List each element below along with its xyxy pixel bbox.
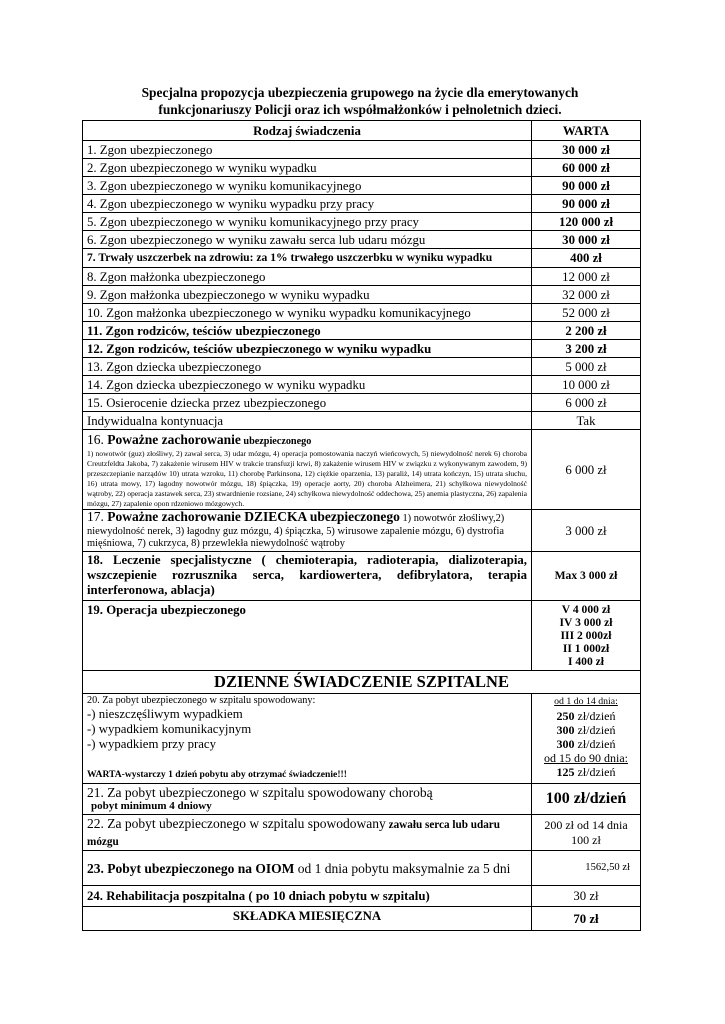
row16-lead: 16. xyxy=(87,432,108,447)
row20-item-traffic: -) wypadkiem komunikacyjnym xyxy=(87,722,252,736)
row-value: 10 000 zł xyxy=(532,376,641,394)
table-row xyxy=(83,358,641,376)
row23-value: 1562,50 zł xyxy=(532,851,641,886)
table-row-child-illness xyxy=(83,510,641,552)
row-label: 9. Zgon małżonka ubezpieczonego w wyniku wypadku xyxy=(83,286,532,304)
section-header-row xyxy=(83,671,641,694)
row-value: 5 000 zł xyxy=(532,358,641,376)
table-row-stroke-stay xyxy=(83,815,641,851)
table-row-surgery xyxy=(83,601,641,671)
row18-label: 18. Leczenie specjalistyczne ( chemioterapia, radioterapia, dializoterapia, wszczepienie rozrusznika serca, kardiowertera, defibrylatora, terapia interferonowa, ablacja) xyxy=(83,552,532,601)
row22-value-2: 100 zł xyxy=(571,832,601,847)
table-row xyxy=(83,141,641,159)
table-row-illness-stay xyxy=(83,784,641,815)
table-row-hospital-stay xyxy=(83,694,641,784)
document-title xyxy=(80,84,640,118)
row16-subject: ubezpieczonego xyxy=(240,436,312,447)
header-insurer: WARTA xyxy=(532,121,641,141)
icu-cell xyxy=(83,851,532,886)
row16-title: Poważne zachorowanie xyxy=(107,432,241,447)
row20-note: WARTA-wystarczy 1 dzień pobytu aby otrzymać świadczenie!!! xyxy=(87,769,347,780)
range-1-14: od 1 do 14 dnia: xyxy=(554,696,618,707)
table-row xyxy=(83,376,641,394)
table-row xyxy=(83,340,641,358)
row17-lead: 17. xyxy=(87,509,108,524)
surgery-level-iii: III 2 000zł xyxy=(560,629,612,642)
serious-illness-cell xyxy=(83,430,532,510)
row-value: 400 zł xyxy=(532,249,641,268)
rate-unit: zł/dzień xyxy=(574,709,616,723)
table-row-rehabilitation xyxy=(83,886,641,907)
row-value: 30 000 zł xyxy=(532,141,641,159)
hospital-stay-values xyxy=(532,694,641,784)
row20-item-work: -) wypadkiem przy pracy xyxy=(87,737,216,751)
rate-accident: 250 xyxy=(556,709,575,723)
row-label: 14. Zgon dziecka ubezpieczonego w wyniku wypadku xyxy=(83,376,532,394)
surgery-level-i: I 400 zł xyxy=(567,655,605,668)
table-row xyxy=(83,249,641,268)
range-15-90: od 15 do 90 dnia: xyxy=(544,751,628,765)
row24-value: 30 zł xyxy=(532,886,641,907)
row-value: 2 200 zł xyxy=(532,322,641,340)
table-row xyxy=(83,195,641,213)
rate-unit: zł/dzień xyxy=(574,737,616,751)
row-value: 12 000 zł xyxy=(532,268,641,286)
header-benefit-type: Rodzaj świadczenia xyxy=(83,121,532,141)
table-row xyxy=(83,412,641,430)
row23-rest: od 1 dnia pobytu maksymalnie za 5 dni xyxy=(294,860,511,876)
row22-label: 22. Za pobyt ubezpieczonego w szpitalu spowodowany xyxy=(87,816,386,831)
row18-value: Max 3 000 zł xyxy=(532,552,641,601)
row-label: Indywidualna kontynuacja xyxy=(83,412,532,430)
child-illness-cell xyxy=(83,510,532,552)
row24-label: 24. Rehabilitacja poszpitalna ( po 10 dniach pobytu w szpitalu) xyxy=(83,886,532,907)
row-value: 52 000 zł xyxy=(532,304,641,322)
row22-bold: zawału serca lub udaru mózgu xyxy=(87,819,500,848)
row21-sub: pobyt minimum 4 dniowy xyxy=(91,800,212,812)
rate-traffic: 300 xyxy=(556,723,575,737)
premium-label: SKŁADKA MIESIĘCZNA xyxy=(83,907,532,931)
row-label: 1. Zgon ubezpieczonego xyxy=(83,141,532,159)
row-value: 90 000 zł xyxy=(532,177,641,195)
row-label: 6. Zgon ubezpieczonego w wyniku zawału serca lub udaru mózgu xyxy=(83,231,532,249)
row-value: 3 200 zł xyxy=(532,340,641,358)
row-label: 10. Zgon małżonka ubezpieczonego w wyniku wypadku komunikacyjnego xyxy=(83,304,532,322)
table-row-premium xyxy=(83,907,641,931)
table-row xyxy=(83,286,641,304)
row-label: 2. Zgon ubezpieczonego w wyniku wypadku xyxy=(83,159,532,177)
rate-work: 300 xyxy=(556,737,575,751)
row-label: 12. Zgon rodziców, teściów ubezpieczonego w wyniku wypadku xyxy=(83,340,532,358)
table-row xyxy=(83,159,641,177)
row-value: 60 000 zł xyxy=(532,159,641,177)
table-row xyxy=(83,304,641,322)
hospital-stay-cell xyxy=(83,694,532,784)
row-value: 120 000 zł xyxy=(532,213,641,231)
row-label: 7. Trwały uszczerbek na zdrowiu: za 1% trwałego uszczerbku w wyniku wypadku xyxy=(83,249,532,268)
surgery-level-v: V 4 000 zł xyxy=(561,603,611,616)
row21-value: 100 zł/dzień xyxy=(532,784,641,815)
row17-description: 1) nowotwór złośliwy,2) niewydolność nerek, 3) łagodny guz mózgu, 4) śpiączka, 5) wirusowe zapalenie mózgu, 6) dystrofia mięśniowa, 7) cukrzyca, 8) przewlekła niewydolność wątroby xyxy=(87,513,505,549)
row-label: 15. Osierocenie dziecka przez ubezpieczonego xyxy=(83,394,532,412)
table-row xyxy=(83,268,641,286)
title-line-2: funkcjonariuszy Policji oraz ich współmałżonków i pełnoletnich dzieci. xyxy=(158,102,562,117)
row-label: 13. Zgon dziecka ubezpieczonego xyxy=(83,358,532,376)
row-label: 5. Zgon ubezpieczonego w wyniku komunikacyjnego przy pracy xyxy=(83,213,532,231)
row-label: 11. Zgon rodziców, teściów ubezpieczonego xyxy=(83,322,532,340)
benefits-table xyxy=(82,120,641,931)
surgery-level-iv: IV 3 000 zł xyxy=(559,616,613,629)
table-header xyxy=(83,121,641,141)
table-row xyxy=(83,213,641,231)
title-line-1: Specjalna propozycja ubezpieczenia grupowego na życie dla emerytowanych xyxy=(141,85,579,100)
rate-unit: zł/dzień xyxy=(574,765,616,779)
row-value: 30 000 zł xyxy=(532,231,641,249)
table-row xyxy=(83,394,641,412)
stroke-stay-cell xyxy=(83,815,532,851)
row16-value: 6 000 zł xyxy=(532,430,641,510)
rate-unit: zł/dzień xyxy=(574,723,616,737)
row-value: 6 000 zł xyxy=(532,394,641,412)
row17-value: 3 000 zł xyxy=(532,510,641,552)
row-value: Tak xyxy=(532,412,641,430)
surgery-levels xyxy=(532,601,641,671)
row-label: 8. Zgon małżonka ubezpieczonego xyxy=(83,268,532,286)
row19-label: 19. Operacja ubezpieczonego xyxy=(83,601,532,671)
section-title: DZIENNE ŚWIADCZENIE SZPITALNE xyxy=(83,671,641,694)
table-row xyxy=(83,231,641,249)
row20-item-accident: -) nieszczęśliwym wypadkiem xyxy=(87,707,243,721)
rate-extended: 125 xyxy=(556,765,575,779)
row22-value-1: 200 zł od 14 dnia xyxy=(544,817,628,832)
table-row-specialist-treatment xyxy=(83,552,641,601)
row17-title: Poważne zachorowanie DZIECKA ubezpieczonego xyxy=(107,509,400,524)
row16-description: 1) nowotwór (guz) złośliwy, 2) zawał serca, 3) udar mózgu, 4) operacja pomostowania naczyń wieńcowych, 5) niewydolność nerek 6) choroba Creutzfeldta Jakoba, 7) zakażenie wirusem HIV w trakcie transfuzji krwi, 8) zakażenie wirusem HIV w związku z wykonywanym zawodem, 9) przeszczepianie narządów 10) utrata wzroku, 11) chorobę Parkinsona, 12) ciężkie oparzenia, 13) paraliż, 14) utrata kończyn, 15) utrata słuchu, 16) utrata mowy, 17) łagodny nowotwór mózgu, 18) śpiączka, 19) operacje aorty, 20) choroba Alzheimera, 21) schyłkowa niewydolność wątroby, 22) operacja zastawek serca, 23) stwardnienie rozsiane, 24) schyłkowa niewydolność oddechowa, 25) anemia plastyczna, 26) zapalenia mózgu, 27) zapalenie opon rdzeniowo mózgowych. xyxy=(87,449,527,508)
row20-intro: 20. Za pobyt ubezpieczonego w szpitalu spowodowany: xyxy=(87,695,316,706)
row-label: 3. Zgon ubezpieczonego w wyniku komunikacyjnego xyxy=(83,177,532,195)
surgery-level-ii: II 1 000zł xyxy=(562,642,610,655)
table-row-icu xyxy=(83,851,641,886)
table-row-serious-illness xyxy=(83,430,641,510)
row-value: 90 000 zł xyxy=(532,195,641,213)
table-row xyxy=(83,322,641,340)
table-row xyxy=(83,177,641,195)
row-label: 4. Zgon ubezpieczonego w wyniku wypadku przy pracy xyxy=(83,195,532,213)
row23-label: 23. Pobyt ubezpieczonego na OIOM xyxy=(87,860,295,876)
illness-stay-cell xyxy=(83,784,532,815)
row21-label: 21. Za pobyt ubezpieczonego w szpitalu spowodowany chorobą xyxy=(87,785,433,800)
row-value: 32 000 zł xyxy=(532,286,641,304)
premium-value: 70 zł xyxy=(532,907,641,931)
stroke-stay-values xyxy=(532,815,641,851)
